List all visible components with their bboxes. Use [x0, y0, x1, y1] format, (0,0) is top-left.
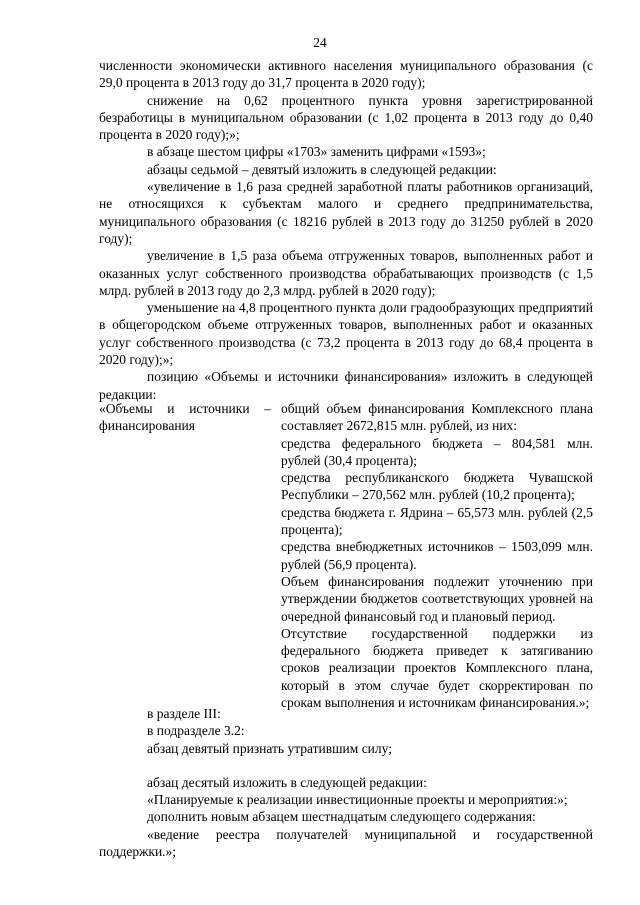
paragraph: абзацы седьмой – девятый изложить в следующей редакции:	[147, 161, 497, 177]
paragraph: абзац десятый изложить в следующей редакции:	[147, 774, 427, 790]
table-paragraph: средства федерального бюджета – 804,581 млн. рублей (30,4 процента);	[281, 435, 593, 468]
paragraph: в подразделе 3.2:	[147, 723, 245, 739]
table-paragraph: общий объем финансирования Комплексного плана составляет 2672,815 млн. рублей, из них:	[281, 401, 593, 434]
top-text-block	[99, 57, 593, 403]
paragraph: уменьшение на 4,8 процентного пункта доли градообразующих предприятий в общегородском объеме отгруженных товаров, выполненных работ и оказанных услуг собственного производства (с 73,2 процента в 2013 году до 68,4 процента в 2020 году);»;	[99, 300, 593, 368]
table-paragraph: Объем финансирования подлежит уточнению при утверждении бюджетов соответствующих уровней на очередной финансовый год и плановый период.	[281, 573, 593, 624]
table-paragraph: средства республиканского бюджета Чувашской Республики – 270,562 млн. рублей (10,2 процента);	[281, 470, 593, 503]
paragraph: позицию «Объемы и источники финансирования» изложить в следующей редакции:	[99, 369, 593, 402]
table-paragraph: средства внебюджетных источников – 1503,099 млн. рублей (56,9 процента).	[281, 539, 593, 572]
paragraph: в разделе III:	[147, 706, 221, 721]
table-content	[281, 400, 593, 711]
table-label: «Объемы и источники – финансирования	[99, 401, 271, 434]
page-number: 24	[313, 35, 327, 50]
spacer	[99, 757, 593, 774]
paragraph: в абзаце шестом цифры «1703» заменить цифрами «1593»;	[147, 144, 486, 160]
bottom-text-block	[99, 705, 593, 860]
paragraph: «Планируемые к реализации инвестиционные проекты и мероприятия:»;	[147, 792, 568, 808]
paragraph: «ведение реестра получателей муниципальной и государственной поддержки.»;	[99, 826, 593, 860]
paragraph: снижение на 0,62 процентного пункта уровня зарегистрированной безработицы в муниципальном образовании (с 1,02 процента в 2013 году до 0,40 процента в 2020 году);»;	[99, 92, 593, 143]
table-paragraph: Отсутствие государственной поддержки из федерального бюджета приведет к затягиванию сроков реализации проектов Комплексного плана, который в этом случае будет скорректирован по срокам выполнения и источникам финансирования.»;	[281, 625, 593, 711]
paragraph: абзац девятый признать утратившим силу;	[147, 740, 392, 756]
paragraph: «увеличение в 1,6 раза средней заработной платы работников организаций, не относящихся к субъектам малого и среднего предпринимательства, муниципального образования (с 18216 рублей в 2013 году до 31250 рублей в 2020 году);	[99, 179, 593, 246]
table-paragraph: средства бюджета г. Ядрина – 65,573 млн. рублей (2,5 процента);	[281, 504, 593, 538]
paragraph: увеличение в 1,5 раза объема отгруженных товаров, выполненных работ и оказанных услуг собственного производства обрабатывающих производств (с 1,5 млрд. рублей в 2013 году до 2,3 млрд. рублей в 2020 году);	[99, 248, 593, 298]
paragraph: дополнить новым абзацем шестнадцатым следующего содержания:	[147, 809, 536, 825]
paragraph: численности экономически активного населения муниципального образования (с 29,0 процента в 2013 году до 31,7 процента в 2020 году);	[99, 58, 593, 91]
